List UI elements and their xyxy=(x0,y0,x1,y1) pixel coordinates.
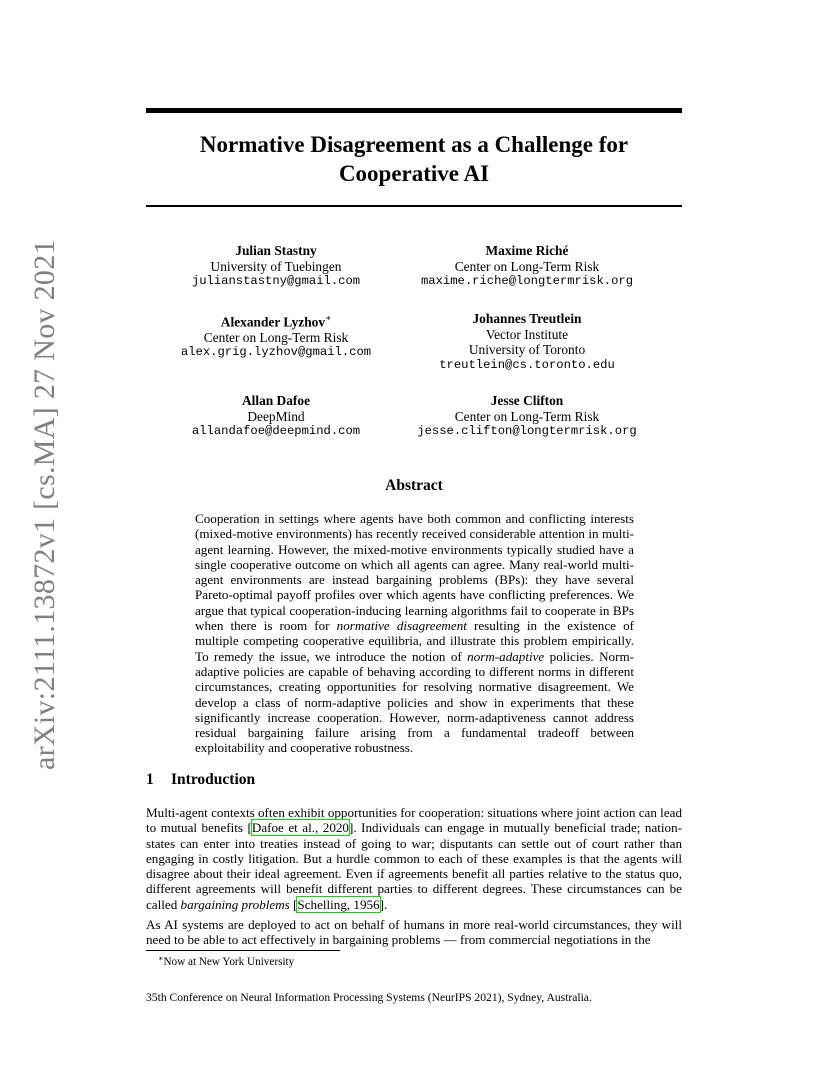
author-affiliation: Center on Long-Term Risk xyxy=(454,258,600,274)
author-affiliation: Center on Long-Term Risk xyxy=(454,408,600,424)
intro-text: Multi-agent contexts often exhibit opportunities for cooperation: situations where joint action can lead to mutual benefits [ xyxy=(146,805,682,836)
author-block-riche xyxy=(396,243,658,290)
footnote xyxy=(158,954,294,968)
abstract-text: policies. Norm-adaptive policies are capable of behaving according to different norms in different circumstances, creating opportunities for resolving normative disagreement. We develop a class of norm-adaptive policies and show in experiments that these significantly increase cooperation. However, norm-adaptiveness cannot address residual bargaining failure arising from a fundamental tradeoff between exploitability and cooperative robustness. xyxy=(195,648,634,756)
author-name: Julian Stastny xyxy=(235,243,317,258)
author-email[interactable]: julianstastny@gmail.com xyxy=(191,274,361,288)
author-email[interactable]: treutlein@cs.toronto.edu xyxy=(439,357,615,372)
author-affiliation: Center on Long-Term Risk xyxy=(203,329,349,345)
section-heading xyxy=(146,771,255,789)
footnote-mark: ∗ xyxy=(158,954,164,963)
author-block-dafoe xyxy=(146,393,406,440)
author-affiliation: Vector Institute xyxy=(485,326,569,342)
footnote-rule xyxy=(146,950,340,951)
author-block-lyzhov xyxy=(146,311,406,361)
author-email[interactable]: allandafoe@deepmind.com xyxy=(191,424,361,438)
arxiv-stamp: arXiv:2111.13872v1 [cs.MA] 27 Nov 2021 xyxy=(28,239,61,770)
section-title: Introduction xyxy=(171,771,256,788)
author-name: Allan Dafoe xyxy=(241,393,311,408)
author-block-stastny xyxy=(146,243,406,290)
section-number: 1 xyxy=(146,771,154,788)
abstract-text: resulting in the existence of multiple competing cooperative equilibria, and illustrate this problem empirically. To remedy the issue, we introduce the notion of xyxy=(195,618,634,664)
author-name: Alexander Lyzhov xyxy=(220,314,326,330)
intro-paragraph-1 xyxy=(146,805,682,912)
author-block-treutlein xyxy=(396,311,658,373)
title-line-2: Cooperative AI xyxy=(338,161,490,186)
title-top-rule xyxy=(146,108,682,113)
author-email[interactable]: alex.grig.lyzhov@gmail.com xyxy=(180,345,372,360)
intro-text: [ xyxy=(289,896,298,912)
abstract-text: Cooperation in settings where agents have both common and conflicting interests (mixed-motive environments) has recently received considerable attention in multi-agent learning. However, the mixed-motive environments typically studied have a single cooperative outcome on which all agents can agree. Many real-world multi-agent environments are instead bargaining problems (BPs): they have several Pareto-optimal payoff profiles over which agents have conflicting preferences. We argue that typical cooperation-inducing learning algorithms fail to cooperate in BPs when there is room for xyxy=(195,511,634,634)
title-bottom-rule xyxy=(146,205,682,207)
author-name: Maxime Riché xyxy=(485,243,569,258)
citation-link[interactable]: Schelling, 1956 xyxy=(297,896,380,912)
author-affiliation: University of Tuebingen xyxy=(210,258,342,274)
footnote-text: Now at New York University xyxy=(163,956,295,968)
author-name: Johannes Treutlein xyxy=(472,311,582,326)
abstract-emphasis: normative disagreement xyxy=(336,618,467,634)
abstract-emphasis: norm-adaptive xyxy=(467,648,545,664)
abstract-heading: Abstract xyxy=(385,477,443,494)
intro-text: ]. xyxy=(379,896,388,912)
author-email[interactable]: maxime.riche@longtermrisk.org xyxy=(420,274,634,288)
venue-footer: 35th Conference on Neural Information Processing Systems (NeurIPS 2021), Sydney, Australia. xyxy=(146,991,592,1004)
intro-emphasis: bargaining problems xyxy=(180,896,290,912)
author-email[interactable]: jesse.clifton@longtermrisk.org xyxy=(417,424,637,438)
author-footnote-mark: ∗ xyxy=(325,313,332,323)
author-affiliation: DeepMind xyxy=(247,408,305,424)
citation-link[interactable]: Dafoe et al., 2020 xyxy=(251,820,349,836)
author-block-clifton xyxy=(396,393,658,440)
intro-paragraph-2: As AI systems are deployed to act on behalf of humans in more real-world circumstances, they will need to be able to act effectively in bargaining problems — from commercial negotiations in the xyxy=(146,917,682,948)
paper-title xyxy=(146,130,682,188)
title-line-1: Normative Disagreement as a Challenge for xyxy=(199,132,629,157)
abstract-body xyxy=(195,511,634,756)
author-name: Jesse Clifton xyxy=(490,393,564,408)
intro-text: ]. Individuals can engage in mutually beneficial trade; nation-states can enter into treaties instead of going to war; disputants can settle out of court rather than engaging in costly litigation. But a hurdle common to each of these examples is that the agents will disagree about their ideal agreement. Even if agreements benefit all parties relative to the status quo, different agreements will benefit different parties to different degrees. These circumstances can be called xyxy=(146,820,682,912)
author-affiliation: University of Toronto xyxy=(468,342,586,357)
author-name-line xyxy=(146,311,406,330)
